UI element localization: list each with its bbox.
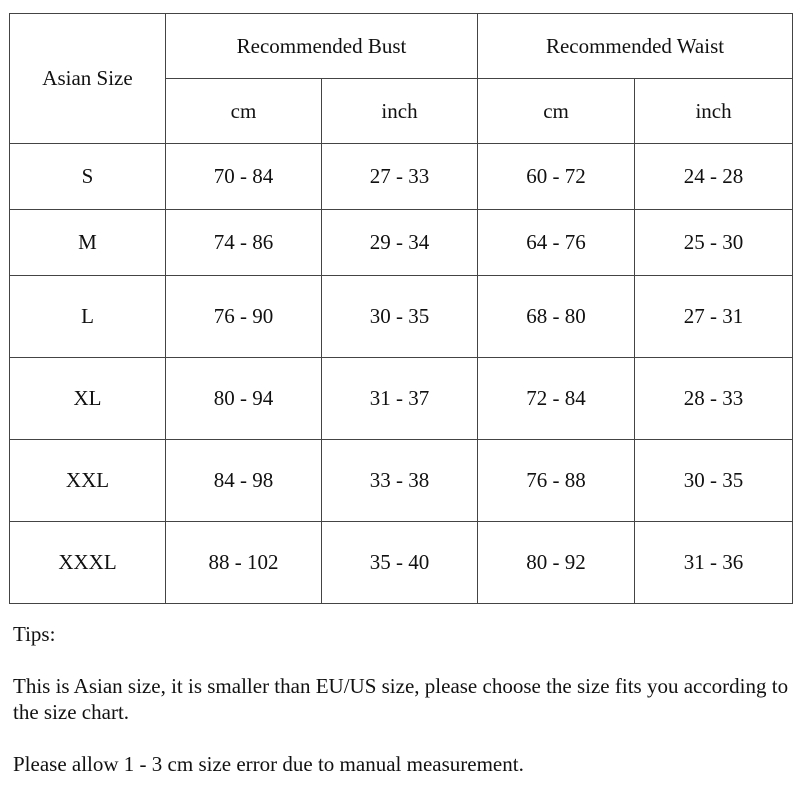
size-cell: XL	[10, 358, 166, 440]
waist-inch-cell: 28 - 33	[635, 358, 793, 440]
tips-heading: Tips:	[13, 622, 56, 646]
bust-inch-cell: 33 - 38	[322, 440, 478, 522]
bust-inch-cell: 27 - 33	[322, 144, 478, 210]
waist-inch-header: inch	[635, 79, 793, 144]
waist-cm-cell: 68 - 80	[478, 276, 635, 358]
bust-cm-cell: 84 - 98	[166, 440, 322, 522]
waist-inch-cell: 24 - 28	[635, 144, 793, 210]
bust-cm-header: cm	[166, 79, 322, 144]
bust-cm-cell: 74 - 86	[166, 210, 322, 276]
bust-inch-cell: 35 - 40	[322, 522, 478, 604]
size-cell: S	[10, 144, 166, 210]
bust-cm-cell: 80 - 94	[166, 358, 322, 440]
tips-section	[13, 621, 798, 777]
size-cell: L	[10, 276, 166, 358]
asian-size-header: Asian Size	[10, 14, 166, 144]
table-row	[10, 210, 793, 276]
bust-cm-cell: 76 - 90	[166, 276, 322, 358]
waist-cm-cell: 60 - 72	[478, 144, 635, 210]
waist-cm-cell: 64 - 76	[478, 210, 635, 276]
waist-inch-cell: 31 - 36	[635, 522, 793, 604]
recommended-bust-header: Recommended Bust	[166, 14, 478, 79]
size-cell: XXXL	[10, 522, 166, 604]
size-cell: XXL	[10, 440, 166, 522]
bust-inch-header: inch	[322, 79, 478, 144]
table-row	[10, 276, 793, 358]
table-row	[10, 522, 793, 604]
size-chart-table	[9, 13, 793, 604]
table-row	[10, 144, 793, 210]
bust-inch-cell: 29 - 34	[322, 210, 478, 276]
table-row	[10, 358, 793, 440]
waist-inch-cell: 30 - 35	[635, 440, 793, 522]
waist-inch-cell: 27 - 31	[635, 276, 793, 358]
recommended-waist-header: Recommended Waist	[478, 14, 793, 79]
waist-cm-header: cm	[478, 79, 635, 144]
table-row	[10, 440, 793, 522]
bust-inch-cell: 31 - 37	[322, 358, 478, 440]
waist-cm-cell: 72 - 84	[478, 358, 635, 440]
bust-inch-cell: 30 - 35	[322, 276, 478, 358]
size-cell: M	[10, 210, 166, 276]
tips-size-note: This is Asian size, it is smaller than EU/US size, please choose the size fits you according to the size chart.	[13, 674, 789, 724]
waist-cm-cell: 76 - 88	[478, 440, 635, 522]
tips-measurement-note: Please allow 1 - 3 cm size error due to manual measurement.	[13, 752, 524, 776]
bust-cm-cell: 70 - 84	[166, 144, 322, 210]
bust-cm-cell: 88 - 102	[166, 522, 322, 604]
waist-inch-cell: 25 - 30	[635, 210, 793, 276]
waist-cm-cell: 80 - 92	[478, 522, 635, 604]
